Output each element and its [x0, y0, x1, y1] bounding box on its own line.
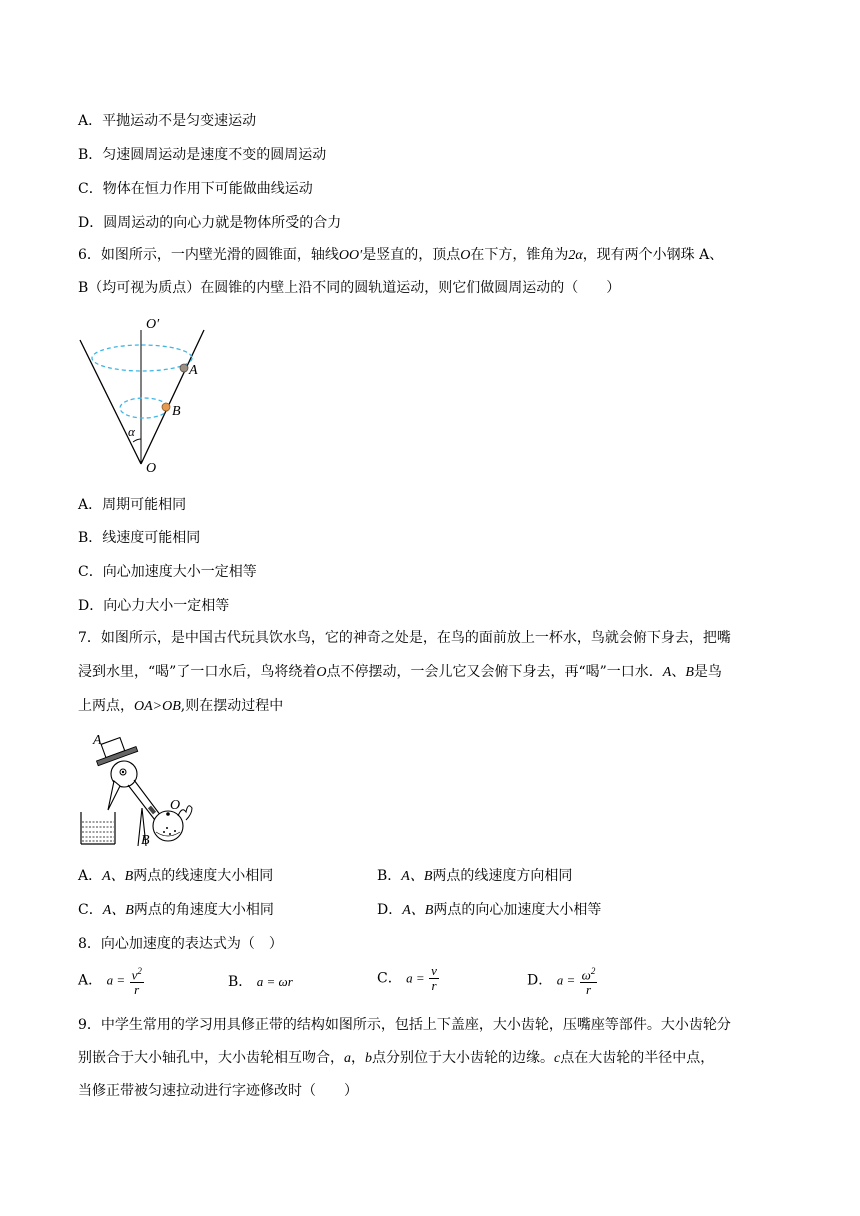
q8-stem: 8．向心加速度的表达式为（ ）: [78, 936, 283, 952]
q5-option-b: B．匀速圆周运动是速度不变的圆周运动: [78, 147, 327, 163]
water-cup: [81, 812, 115, 844]
q7-option-d: D．A、B两点的向心加速度大小相等: [377, 902, 602, 918]
q6-option-b: B．线速度可能相同: [78, 530, 201, 546]
lower-orbit: [120, 398, 168, 418]
label-pivot-o: O: [170, 798, 181, 813]
q6-option-c: C．向心加速度大小一定相等: [78, 564, 257, 580]
q5-option-d: D．圆周运动的向心力就是物体所受的合力: [78, 215, 342, 231]
label-o-prime: O′: [146, 317, 160, 332]
alpha-arc: [133, 439, 141, 442]
q5-option-c: C．物体在恒力作用下可能做曲线运动: [78, 181, 313, 197]
cone-figure: [76, 312, 226, 478]
q7-stem-line2: 浸到水里，“喝”了一口水后，鸟将绕着O点不停摆动，一会儿它又会俯下身去，再“喝”一口水．A、B是鸟: [78, 664, 722, 680]
q7-stem-line3: 上两点，OA>OB,则在摆动过程中: [78, 698, 284, 714]
q8-option-c: C． a = $\frac{v}{r}$: [377, 963, 437, 993]
label-vertex-o: O: [146, 461, 157, 476]
q7-option-c: C．A、B两点的角速度大小相同: [78, 902, 274, 918]
ball-b: [162, 403, 170, 411]
q6-option-d: D．向心力大小一定相等: [78, 598, 230, 614]
q9-stem-line3: 当修正带被匀速拉动进行字迹修改时（ ）: [78, 1083, 358, 1099]
q7-option-a: A．A、B两点的线速度大小相同: [78, 868, 274, 884]
q7-option-b: B．A、B两点的线速度方向相同: [377, 868, 573, 884]
bird-beak: [108, 781, 120, 810]
q7-stem-line1: 7．如图所示，是中国古代玩具饮水鸟，它的神奇之处是，在鸟的面前放上一杯水，鸟就会俯下身去，把嘴: [78, 630, 731, 646]
q5-option-a: A．平抛运动不是匀变速运动: [78, 113, 257, 129]
cone-right-wall: [141, 330, 204, 464]
ball-a: [180, 364, 188, 372]
q6-stem-line2: B（均可视为质点）在圆锥的内壁上沿不同的圆轨道运动，则它们做圆周运动的（ ）: [78, 280, 621, 296]
q6-option-a: A．周期可能相同: [78, 497, 187, 513]
q9-stem-line1: 9．中学生常用的学习用具修正带的结构如图所示，包括上下盖座，大小齿轮，压嘴座等部件。大小齿轮分: [78, 1017, 731, 1033]
label-point-b: B: [141, 833, 150, 846]
cone-left-wall: [80, 340, 141, 464]
q8-option-d: D． a = $\frac{\omega^2}{r}$: [527, 966, 596, 998]
label-alpha: α: [128, 424, 135, 439]
label-ball-b: B: [172, 404, 181, 419]
label-ball-a: A: [189, 363, 198, 378]
q9-stem-line2: 别嵌合于大小轴孔中，大小齿轮相互吻合，a，b点分别位于大小齿轮的边缘。c点在大齿轮的半径中点，: [78, 1050, 715, 1066]
upper-orbit: [92, 345, 192, 371]
q8-option-a: A． a = $\frac{v^2}{r}$: [78, 966, 142, 998]
q6-stem-line1: 6．如图所示，一内壁光滑的圆锥面，轴线OO′是竖直的，顶点O在下方，锥角为2α，现有两个小钢珠 A、: [78, 247, 724, 263]
drinking-bird-figure: [78, 728, 198, 846]
label-point-a: A: [93, 733, 102, 748]
q8-option-b: B． a = ωr: [228, 974, 293, 990]
